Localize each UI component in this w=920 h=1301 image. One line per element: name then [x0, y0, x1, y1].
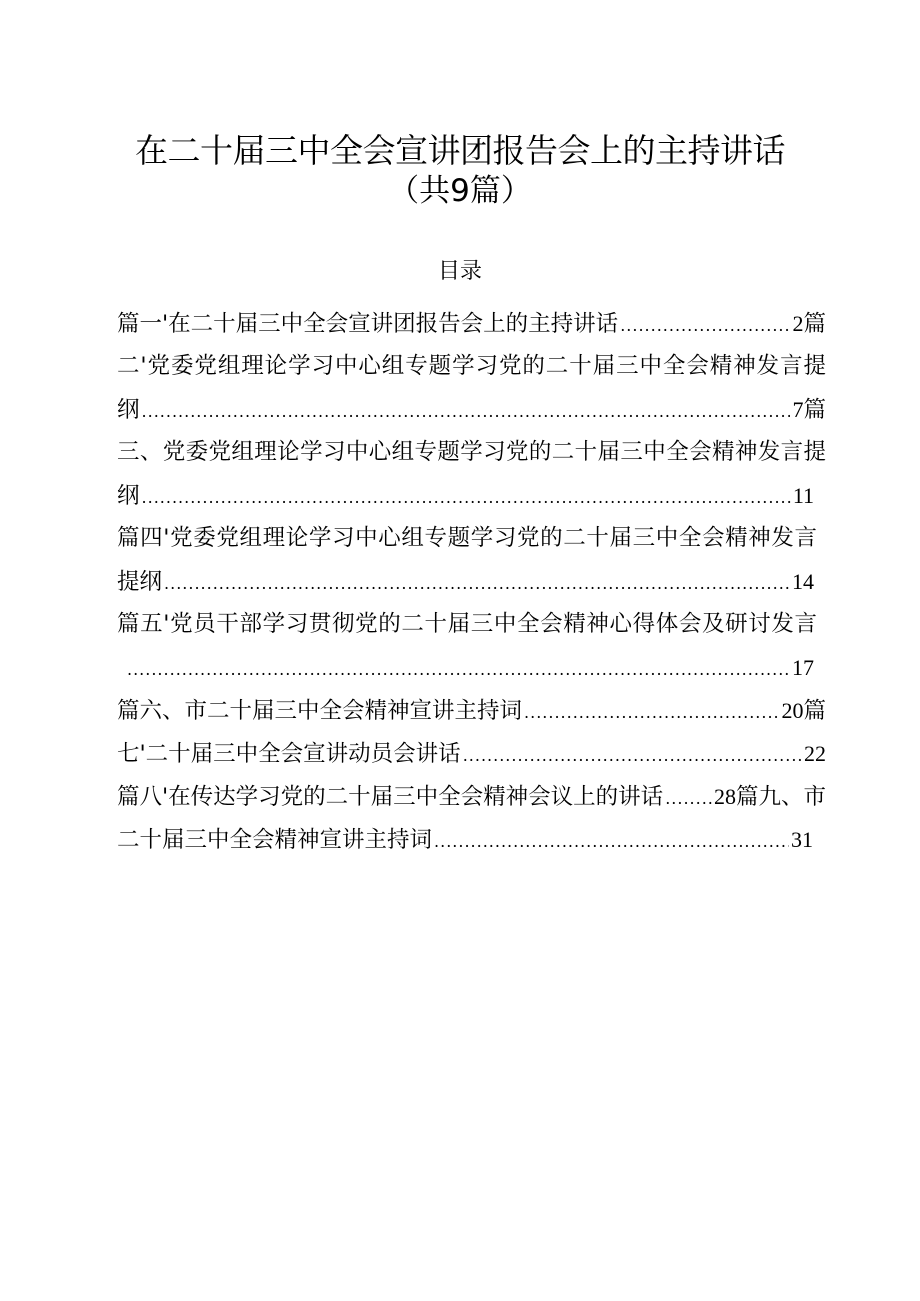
toc-entry-continuation: 篇 [803, 311, 826, 337]
toc-leader-dots [164, 562, 790, 603]
toc-entry-text: 二'党委党组理论学习中心组专题学习党的二十届三中全会精神发言提 [117, 353, 826, 379]
toc-leader-dots [463, 734, 802, 775]
toc-line[interactable] [117, 646, 814, 689]
toc-line[interactable] [117, 431, 826, 474]
toc-entry-text: 纲 [117, 397, 140, 423]
toc-line[interactable] [117, 732, 826, 775]
toc-entry-continuation: 篇九、市 [735, 784, 826, 810]
toc-leader-dots [620, 304, 790, 345]
toc-page-number: 14 [792, 569, 814, 594]
toc-line[interactable] [117, 474, 814, 517]
toc-page-number: 22 [804, 741, 826, 766]
toc-line[interactable] [117, 388, 826, 431]
toc-page-number: 7 [792, 397, 804, 422]
toc-entry-text: 纲 [117, 483, 140, 509]
toc-entry-text: 三、党委党组理论学习中心组专题学习党的二十届三中全会精神发言提 [117, 439, 826, 465]
toc-entry-text: 七'二十届三中全会宣讲动员会讲话 [117, 741, 461, 767]
toc-entry-continuation: 篇 [803, 698, 826, 724]
toc-line[interactable] [117, 689, 826, 732]
toc-entry-text: 篇一'在二十届三中全会宣讲团报告会上的主持讲话 [117, 311, 619, 337]
toc-leader-dots [142, 390, 791, 431]
toc-entry-text: 篇六、市二十届三中全会精神宣讲主持词 [117, 698, 523, 724]
toc-leader-dots [524, 691, 779, 732]
toc-line[interactable] [117, 560, 814, 603]
toc-line[interactable] [117, 818, 813, 861]
toc-line[interactable] [117, 302, 826, 345]
toc-entry-continuation: 篇 [803, 397, 826, 423]
toc-page-number: 28 [713, 784, 736, 809]
toc-page-number: 31 [791, 827, 813, 852]
toc-entry-text: 提纲 [117, 569, 163, 595]
page-title: 在二十届三中全会宣讲团报告会上的主持讲话 [135, 131, 785, 170]
toc-leader-dots [665, 777, 712, 818]
toc-heading: 目录 [437, 259, 482, 284]
toc-entry-text: 篇八'在传达学习党的二十届三中全会精神会议上的讲话 [117, 784, 664, 810]
page-subtitle: （共9篇） [388, 173, 532, 209]
toc-page-number: 11 [792, 483, 814, 508]
toc-page-number: 2 [792, 311, 804, 336]
toc-leader-dots [142, 476, 791, 517]
toc-line[interactable] [117, 345, 826, 388]
toc-line[interactable] [117, 517, 817, 560]
toc-line[interactable] [117, 603, 817, 646]
toc-line[interactable] [117, 775, 826, 818]
toc-leader-dots [127, 648, 790, 689]
toc-page-number: 20 [781, 698, 804, 723]
toc-entry-text: 篇五'党员干部学习贯彻党的二十届三中全会精神心得体会及研讨发言 [117, 611, 817, 637]
toc-entry-text: 篇四'党委党组理论学习中心组专题学习党的二十届三中全会精神发言 [117, 525, 817, 551]
toc-entry-text: 二十届三中全会精神宣讲主持词 [117, 827, 433, 853]
toc-leader-dots [434, 820, 789, 861]
toc-page-number: 17 [792, 655, 814, 680]
